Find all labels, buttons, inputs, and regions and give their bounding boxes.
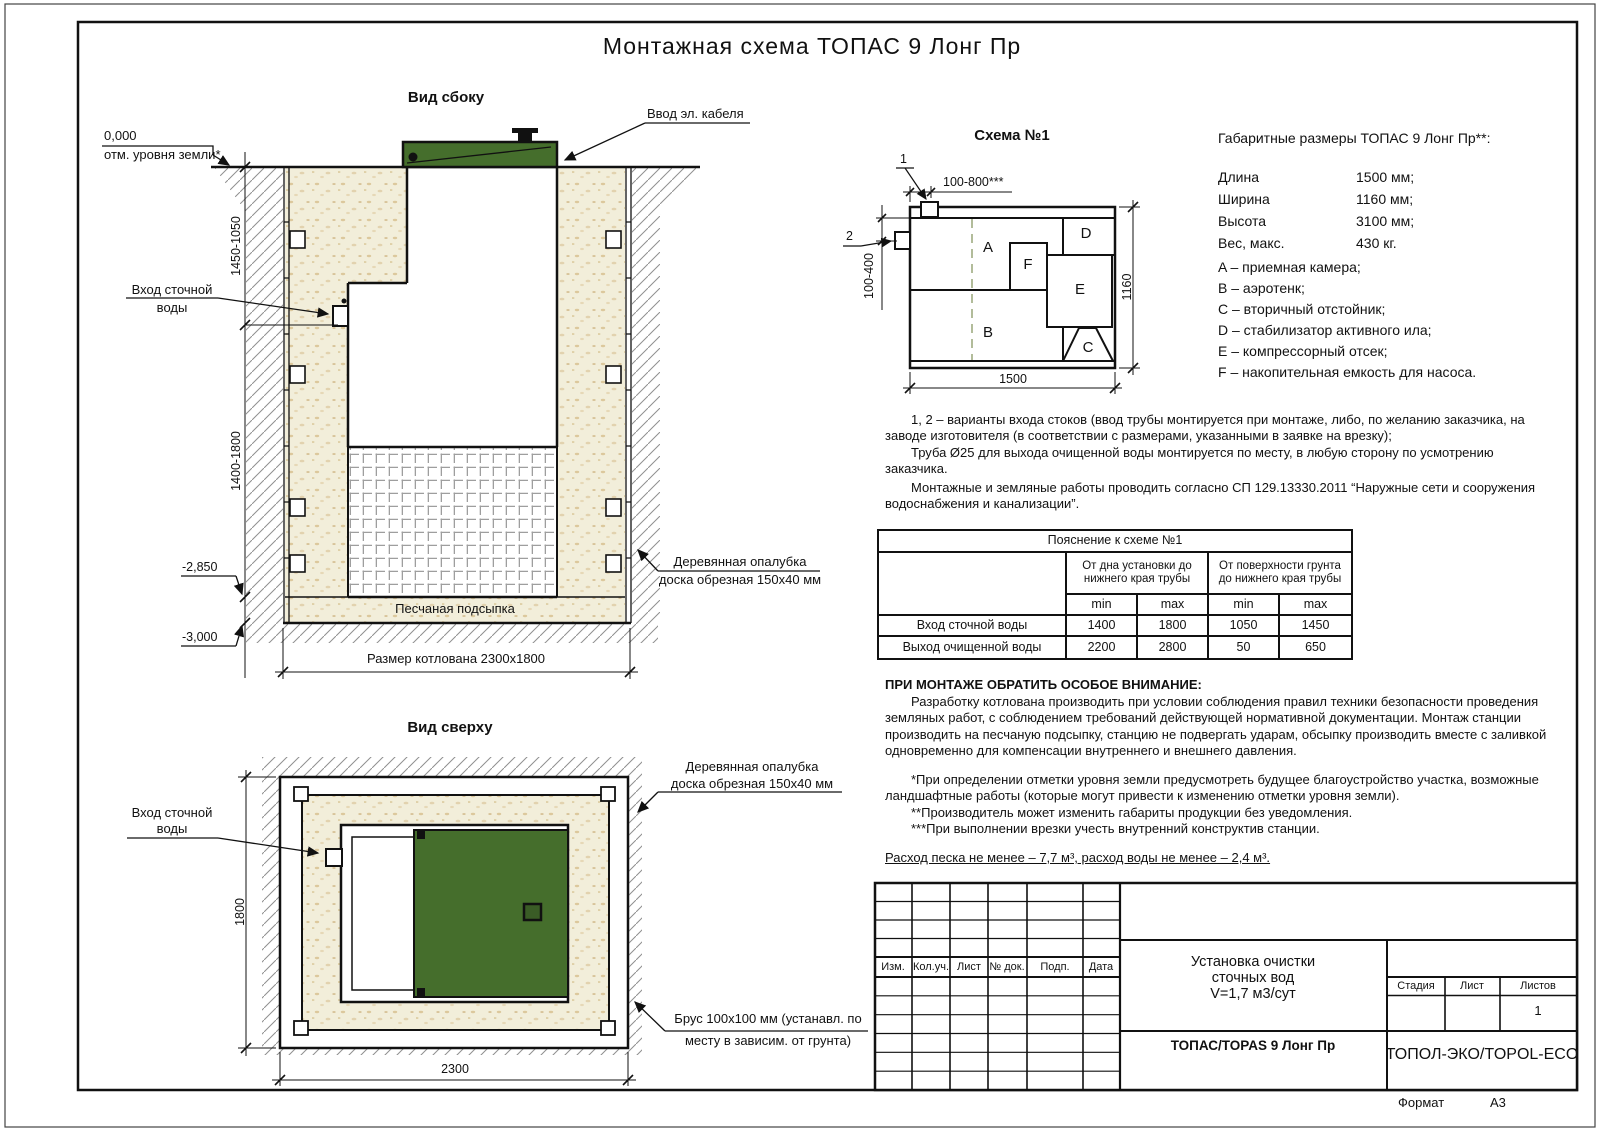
schema-dim-top: 100-800***	[943, 175, 1004, 189]
dim-1450-1050: 1450-1050	[229, 216, 243, 276]
overall-row-value: 1160 мм;	[1356, 191, 1414, 207]
elev-2850: -2,850	[182, 560, 218, 574]
formwork-label-line1: Деревянная опалубка	[673, 554, 807, 569]
format-label: Формат	[1398, 1095, 1445, 1110]
top-inlet-line2: воды	[156, 821, 188, 836]
attention-body-block	[885, 694, 1547, 760]
schema-art	[843, 168, 1140, 394]
inlet-label-line2: воды	[156, 300, 188, 315]
overall-row-label: Длина	[1218, 169, 1259, 185]
table-min-header: min	[1067, 595, 1138, 616]
compartment-d: D	[1080, 225, 1092, 242]
table-cell: 1400	[1067, 616, 1138, 637]
legend-item: C – вторичный отстойник;	[1218, 301, 1386, 317]
dim-1400-1800: 1400-1800	[229, 431, 243, 491]
explanation-table	[877, 529, 1353, 660]
stamp-stage-header: Стадия	[1397, 980, 1435, 992]
stamp-sheet-header: Лист	[1460, 980, 1484, 992]
table-cell: 1800	[1138, 616, 1209, 637]
schema-marker-2: 2	[846, 229, 853, 243]
overall-row-label: Вес, макс.	[1218, 235, 1285, 251]
notes-sp	[885, 480, 1547, 513]
footnote-1: *При определении отметки уровня земли предусмотреть будущее благоустройство участка, возможные ландшафтные работы (которые могут привести к изменению отметки уровня земли).	[885, 772, 1539, 804]
footnote-2: **Производитель может изменить габариты продукции без уведомления.	[911, 804, 1353, 820]
legend-item: E – компрессорный отсек;	[1218, 343, 1388, 359]
schema-dim-left: 100-400	[862, 253, 876, 299]
legend-item: F – накопительная емкость для насоса.	[1218, 364, 1477, 380]
top-inlet-line1: Вход сточной	[131, 805, 213, 820]
note-paragraph: 1, 2 – варианты входа стоков (ввод трубы монтируется при монтаже, либо, по желанию заказчика, на заводе изготовителя (в соответствии с размерами, указанными в заявке на врезку);	[885, 412, 1525, 444]
compartment-b: B	[982, 324, 994, 341]
table-cell: 2800	[1138, 637, 1209, 658]
stamp-col-izm: Изм.	[881, 961, 905, 973]
overall-heading: Габаритные размеры ТОПАС 9 Лонг Пр**:	[1218, 130, 1491, 146]
note-paragraph: Монтажные и земляные работы проводить согласно СП 129.13330.2011 “Наружные сети и сооружения водоснабжения и канализации”.	[885, 480, 1536, 512]
table-row-label: Выход очищенной воды	[879, 637, 1067, 658]
dim-2300: 2300	[441, 1062, 469, 1076]
dim-1800: 1800	[233, 898, 247, 926]
table-max-header: max	[1138, 595, 1209, 616]
stamp-sheets-value: 1	[1534, 1003, 1542, 1018]
legend-item: A – приемная камера;	[1218, 259, 1361, 275]
table-min-header: min	[1209, 595, 1280, 616]
table-cell: 2200	[1067, 637, 1138, 658]
doc-name-line1: Установка очистки	[1190, 954, 1316, 970]
table-cell: 1050	[1209, 616, 1280, 637]
consumption-note: Расход песка не менее – 7,7 м³, расход воды не менее – 2,4 м³.	[885, 850, 1271, 865]
stamp-col-data: Дата	[1088, 961, 1114, 973]
compartment-c: C	[1082, 339, 1094, 356]
schema-title: Схема №1	[974, 127, 1050, 144]
sand-bed-label: Песчаная подсыпка	[395, 601, 515, 616]
side-view-title: Вид сбоку	[407, 89, 485, 106]
attention-heading: ПРИ МОНТАЖЕ ОБРАТИТЬ ОСОБОЕ ВНИМАНИЕ:	[885, 677, 1202, 692]
ground-level-note: отм. уровня земли*	[104, 147, 221, 162]
top-formwork-line2: доска обрезная 150x40 мм	[670, 776, 834, 791]
overall-row-value: 3100 мм;	[1356, 213, 1415, 229]
table-cell: 50	[1209, 637, 1280, 658]
footnotes-block	[885, 772, 1547, 838]
formwork-label-line2: доска обрезная 150x40 мм	[658, 572, 822, 587]
footnote-3: ***При выполнении врезки учесть внутренний конструктив станции.	[911, 821, 1320, 837]
legend-item: D – стабилизатор активного ила;	[1218, 322, 1432, 338]
overall-row-value: 430 кг.	[1356, 235, 1397, 251]
timber-label-line1: Брус 100x100 мм (устанавл. по	[674, 1011, 862, 1026]
elev-3000: -3,000	[182, 630, 218, 644]
compartment-e: E	[1074, 281, 1086, 298]
table-cell: 650	[1305, 639, 1326, 654]
timber-label-line2: месту в зависим. от грунта)	[684, 1033, 852, 1048]
table-title: Пояснение к схеме №1	[879, 531, 1351, 553]
table-empty-cell	[879, 553, 1067, 616]
top-view-title: Вид сверху	[407, 719, 493, 736]
schema-marker-1: 1	[900, 152, 907, 166]
format-value: А3	[1490, 1095, 1506, 1110]
sheet-title: Монтажная схема ТОПАС 9 Лонг Пр	[602, 33, 1022, 59]
compartment-f: F	[1023, 256, 1033, 273]
stamp-col-list: Лист	[957, 961, 981, 973]
compartment-a: A	[982, 239, 994, 256]
stamp-product: ТОПАС/TOPAS 9 Лонг Пр	[1170, 1038, 1336, 1053]
table-row-label: Вход сточной воды	[879, 616, 1067, 637]
top-formwork-line1: Деревянная опалубка	[685, 759, 819, 774]
table-group1-header: От дна установки до нижнего края трубы	[1067, 553, 1209, 595]
note-paragraph: Труба Ø25 для выхода очищенной воды монтируется по месту, в любую сторону по усмотрению заказчика.	[885, 444, 1494, 477]
doc-name-line3: V=1,7 м3/сут	[1210, 986, 1296, 1002]
doc-name-line2: сточных вод	[1211, 970, 1295, 986]
stamp-col-koluch: Кол.уч.	[912, 961, 950, 973]
table-max-header: max	[1280, 595, 1351, 616]
schema-dim-height: 1160	[1120, 273, 1134, 301]
stamp-company: ТОПОЛ-ЭКО/TOPOL-ECO	[1385, 1046, 1579, 1063]
schema-dim-width: 1500	[999, 372, 1027, 386]
overall-row-label: Ширина	[1218, 191, 1270, 207]
pit-size-label: Размер котлована 2300x1800	[366, 651, 546, 666]
table-group2-header: От поверхности грунта до нижнего края трубы	[1209, 553, 1351, 595]
attention-body: Разработку котлована производить при условии соблюдения правил техники безопасности проведения земляных работ, с соблюдением требований действующей нормативной документации. Монтаж станции производить на песчаную подсыпку, станцию не подвергать ударам, обсыпку производить вместе с заливкой одновременно для компенсации внутреннего и внешнего давления.	[885, 694, 1547, 759]
stamp-sheets-header: Листов	[1520, 980, 1556, 992]
stamp-col-ndok: № док.	[989, 961, 1025, 973]
notes-variants	[885, 412, 1547, 478]
zero-elevation: 0,000	[104, 128, 137, 143]
overall-row-label: Высота	[1218, 213, 1267, 229]
legend-item: B – аэротенк;	[1218, 280, 1305, 296]
table-cell: 1450	[1280, 616, 1351, 637]
inlet-label-line1: Вход сточной	[131, 282, 213, 297]
stamp-col-podp: Подп.	[1040, 961, 1070, 973]
overall-row-value: 1500 мм;	[1356, 169, 1415, 185]
cable-entry-label: Ввод эл. кабеля	[647, 106, 744, 121]
side-view-art	[102, 123, 820, 679]
